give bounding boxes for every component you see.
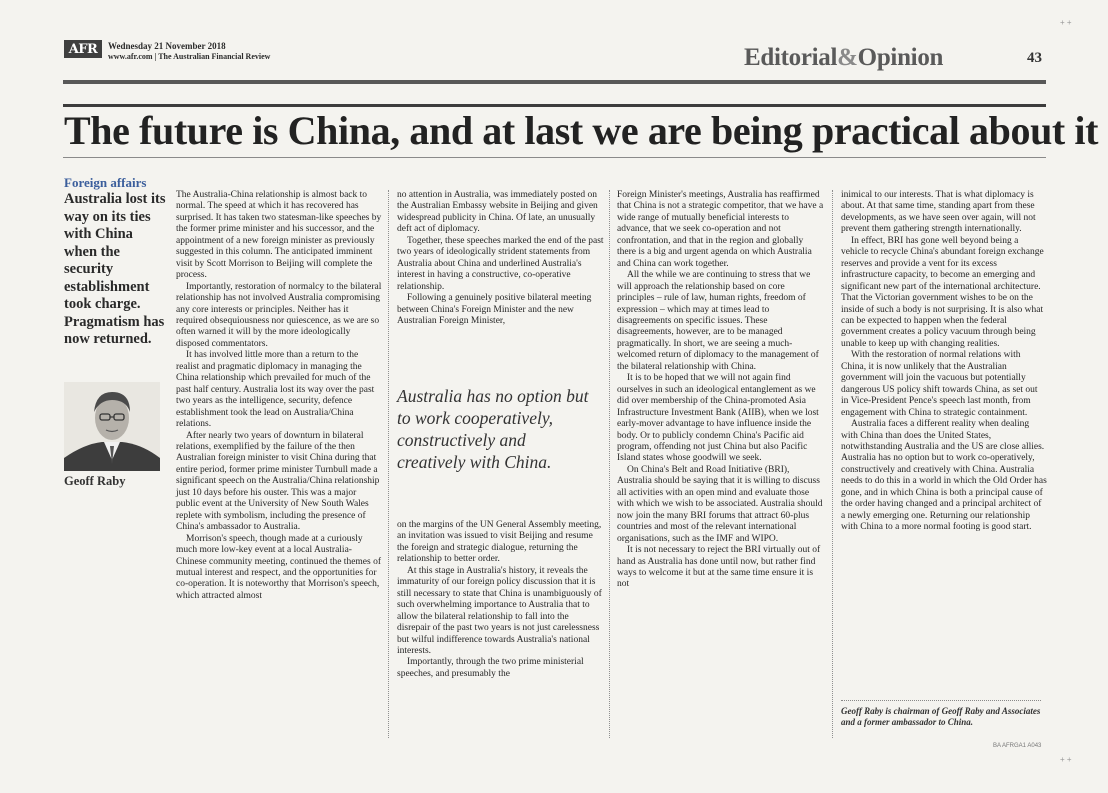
masthead-rule [63, 80, 1046, 84]
paragraph: All the while we are continuing to stress that we will approach the relationship based on core principles – rule of law, human rights, freedom of expression – which may at times lead to disagreements on specific issues. These disagreements, however, are to be managed pragmatically. In short, we are seeing a much-welcomed return of diplomacy to the management of the bilateral relationship with China. [617, 270, 819, 372]
paragraph: At this stage in Australia's history, it reveals the immaturity of our foreign policy discussion that it is still necessary to state that China is unambiguously of such overwhelming importance to Australia that to allow the bilateral relationship to fall into the disrepair of the past two years is not just carelessness but wilful indifference towards Australia's national interests. [397, 565, 602, 656]
article-column-2-continued [397, 520, 604, 680]
article-column-1 [176, 190, 382, 602]
masthead-date: Wednesday 21 November 2018 [108, 41, 226, 51]
afr-logo: AFR [64, 40, 102, 58]
author-bio: Geoff Raby is chairman of Geoff Raby and Associates and a former ambassador to China. [841, 706, 1041, 727]
bio-divider [841, 700, 1041, 701]
standfirst: Australia lost its way on its ties with China when the security establishment took charge. Pragmatism has now returned. [64, 191, 166, 347]
kicker: Foreign affairs [64, 175, 147, 190]
paragraph: Foreign Minister's meetings, Australia has reaffirmed that China is not a strategic competitor, that we have a wide range of mutually beneficial interests to advance, that we seek co-operation and not confrontation, and that in the region and globally there is a big and urgent agenda on which Australia and China can work together. [617, 190, 824, 269]
author-portrait-image [64, 382, 160, 471]
column-rule [609, 190, 610, 738]
crop-mark-icon: + + [1060, 18, 1072, 27]
section-title [744, 44, 943, 72]
paragraph: The Australia-China relationship is almost back to normal. The speed at which it has recovered has surprised. It has taken two statesman-like speeches by the former prime minister and his successor, and the appointment of a new foreign minister as previously suggested in this column. The anticipated imminent visit by Scott Morrison to Beijing will complete the process. [176, 190, 382, 281]
article-column-4 [841, 190, 1047, 534]
paragraph: Australia faces a different reality when dealing with China than does the United States, notwithstanding Australia and the US are close allies. Australia has no option but to work co-operatively, constructively and creatively with China. Australia needs to do this in a world in which the Old Order has gone, and in which China is both a principal cause of the order having changed and a principal architect of a newly emerging one. Returning our relationship with China to a more normal footing is good start. [841, 419, 1047, 533]
paragraph: In effect, BRI has gone well beyond being a vehicle to recycle China's abundant foreign exchange reserves and provide a vent for its excess infrastructure capacity, to become an emerging and significant new part of the international architecture. That the Victorian government wishes to be on the inside of such a body is not surprising. It is also what can be expected to happen when the federal government creates a policy vacuum through being unable to keep up with changing realities. [841, 235, 1044, 349]
headline: The future is China, and at last we are being practical about it [64, 108, 1099, 153]
paragraph: Importantly, through the two prime ministerial speeches, and presumably the [397, 657, 584, 679]
headline-bottom-rule [63, 157, 1046, 158]
author-photo [64, 382, 160, 471]
section-title-opinion: Opinion [857, 44, 944, 71]
paragraph: It has involved little more than a return to the realist and pragmatic diplomacy in managing the China relationship which prevailed for much of the past half century. Australia lost its way over the past two years as the intelligence, security, defence establishment took the lead on Australia/China relations. [176, 350, 375, 430]
print-code: BA AFRGA1 A043 [993, 743, 1042, 749]
column-rule [832, 190, 833, 738]
article-column-3 [617, 190, 824, 591]
article-column-2 [397, 190, 604, 327]
masthead-url: www.afr.com | The Australian Financial Review [108, 52, 271, 61]
paragraph: no attention in Australia, was immediately posted on the Australian Embassy website in Beijing and given widespread publicity in China. Of late, an unusually deft act of diplomacy. [397, 190, 598, 235]
column-rule [388, 190, 389, 738]
section-title-editorial: Editorial [744, 44, 838, 71]
paragraph: Morrison's speech, though made at a curiously much more low-key event at a local Australia-Chinese community meeting, continued the themes of mutual interest and respect, and the opportunities for co-operation. It is noteworthy that Morrison's speech, which attracted almost [176, 533, 381, 601]
byline: Geoff Raby [64, 474, 126, 488]
paragraph: It is not necessary to reject the BRI virtually out of hand as Australia has done until now, but rather find ways to welcome it but at the same time ensure it is not [617, 545, 821, 590]
paragraph: on the margins of the UN General Assembly meeting, an invitation was issued to visit Beijing and resume the foreign and strategic dialogue, returning the relationship to better order. [397, 520, 602, 565]
paragraph: Together, these speeches marked the end of the past two years of ideologically strident statements from Australia about China and underlined Australia's interest in having a constructive, co-operative relationship. [397, 235, 604, 292]
paragraph: Following a genuinely positive bilateral meeting between China's Foreign Minister and the new Australian Foreign Minister, [397, 293, 592, 326]
pull-quote: Australia has no option but to work cooperatively, constructively and creatively with China. [397, 386, 589, 472]
paragraph: On China's Belt and Road Initiative (BRI), Australia should be saying that it is willing to discuss all activities with an open mind and evaluate those with which we wish to be associated. Australia should now join the many BRI forums that attract 60-plus countries and most of the relevant international organisations, such as the IMF and WIPO. [617, 464, 823, 544]
headline-top-rule [63, 104, 1046, 107]
paragraph: It is to be hoped that we will not again find ourselves in such an ideological entanglement as we did over membership of the China-promoted Asia Infrastructure Investment Bank (AIIB), when we lost early-mover advantage to have influence inside the body. Or to publicly condemn China's Pacific aid program, offending not just China but also Pacific Island states whose goodwill we seek. [617, 373, 819, 464]
paragraph: After nearly two years of downturn in bilateral relations, exemplified by the failure of the then Australian foreign minister to visit China during that entire period, former prime minister Turnbull made a significant speech on the Australia/China relationship just 10 days before his ouster. This was a major public event at the University of New South Wales replete with symbolism, including the presence of China's ambassador to Australia. [176, 430, 380, 533]
crop-mark-icon: + + [1060, 755, 1072, 764]
section-title-amp: & [837, 44, 858, 71]
paragraph: Importantly, restoration of normalcy to the bilateral relationship has not involved Australia compromising any core interests or principles. Neither has it required obsequiousness nor quiescence, as we are so often warned it will by the more ideologically disposed commentators. [176, 281, 382, 349]
page-number: 43 [1027, 50, 1042, 66]
paragraph: inimical to our interests. That is what diplomacy is about. At that same time, standing apart from these developments, as we have seen over again, will not prevent them gathering strength internationally. [841, 190, 1036, 235]
paragraph: With the restoration of normal relations with China, it is now unlikely that the Australian government will join the vacuous but potentially dangerous US policy shift towards China, as set out in Vice-President Pence's speech last month, from engagement with China to strategic containment. [841, 350, 1038, 418]
